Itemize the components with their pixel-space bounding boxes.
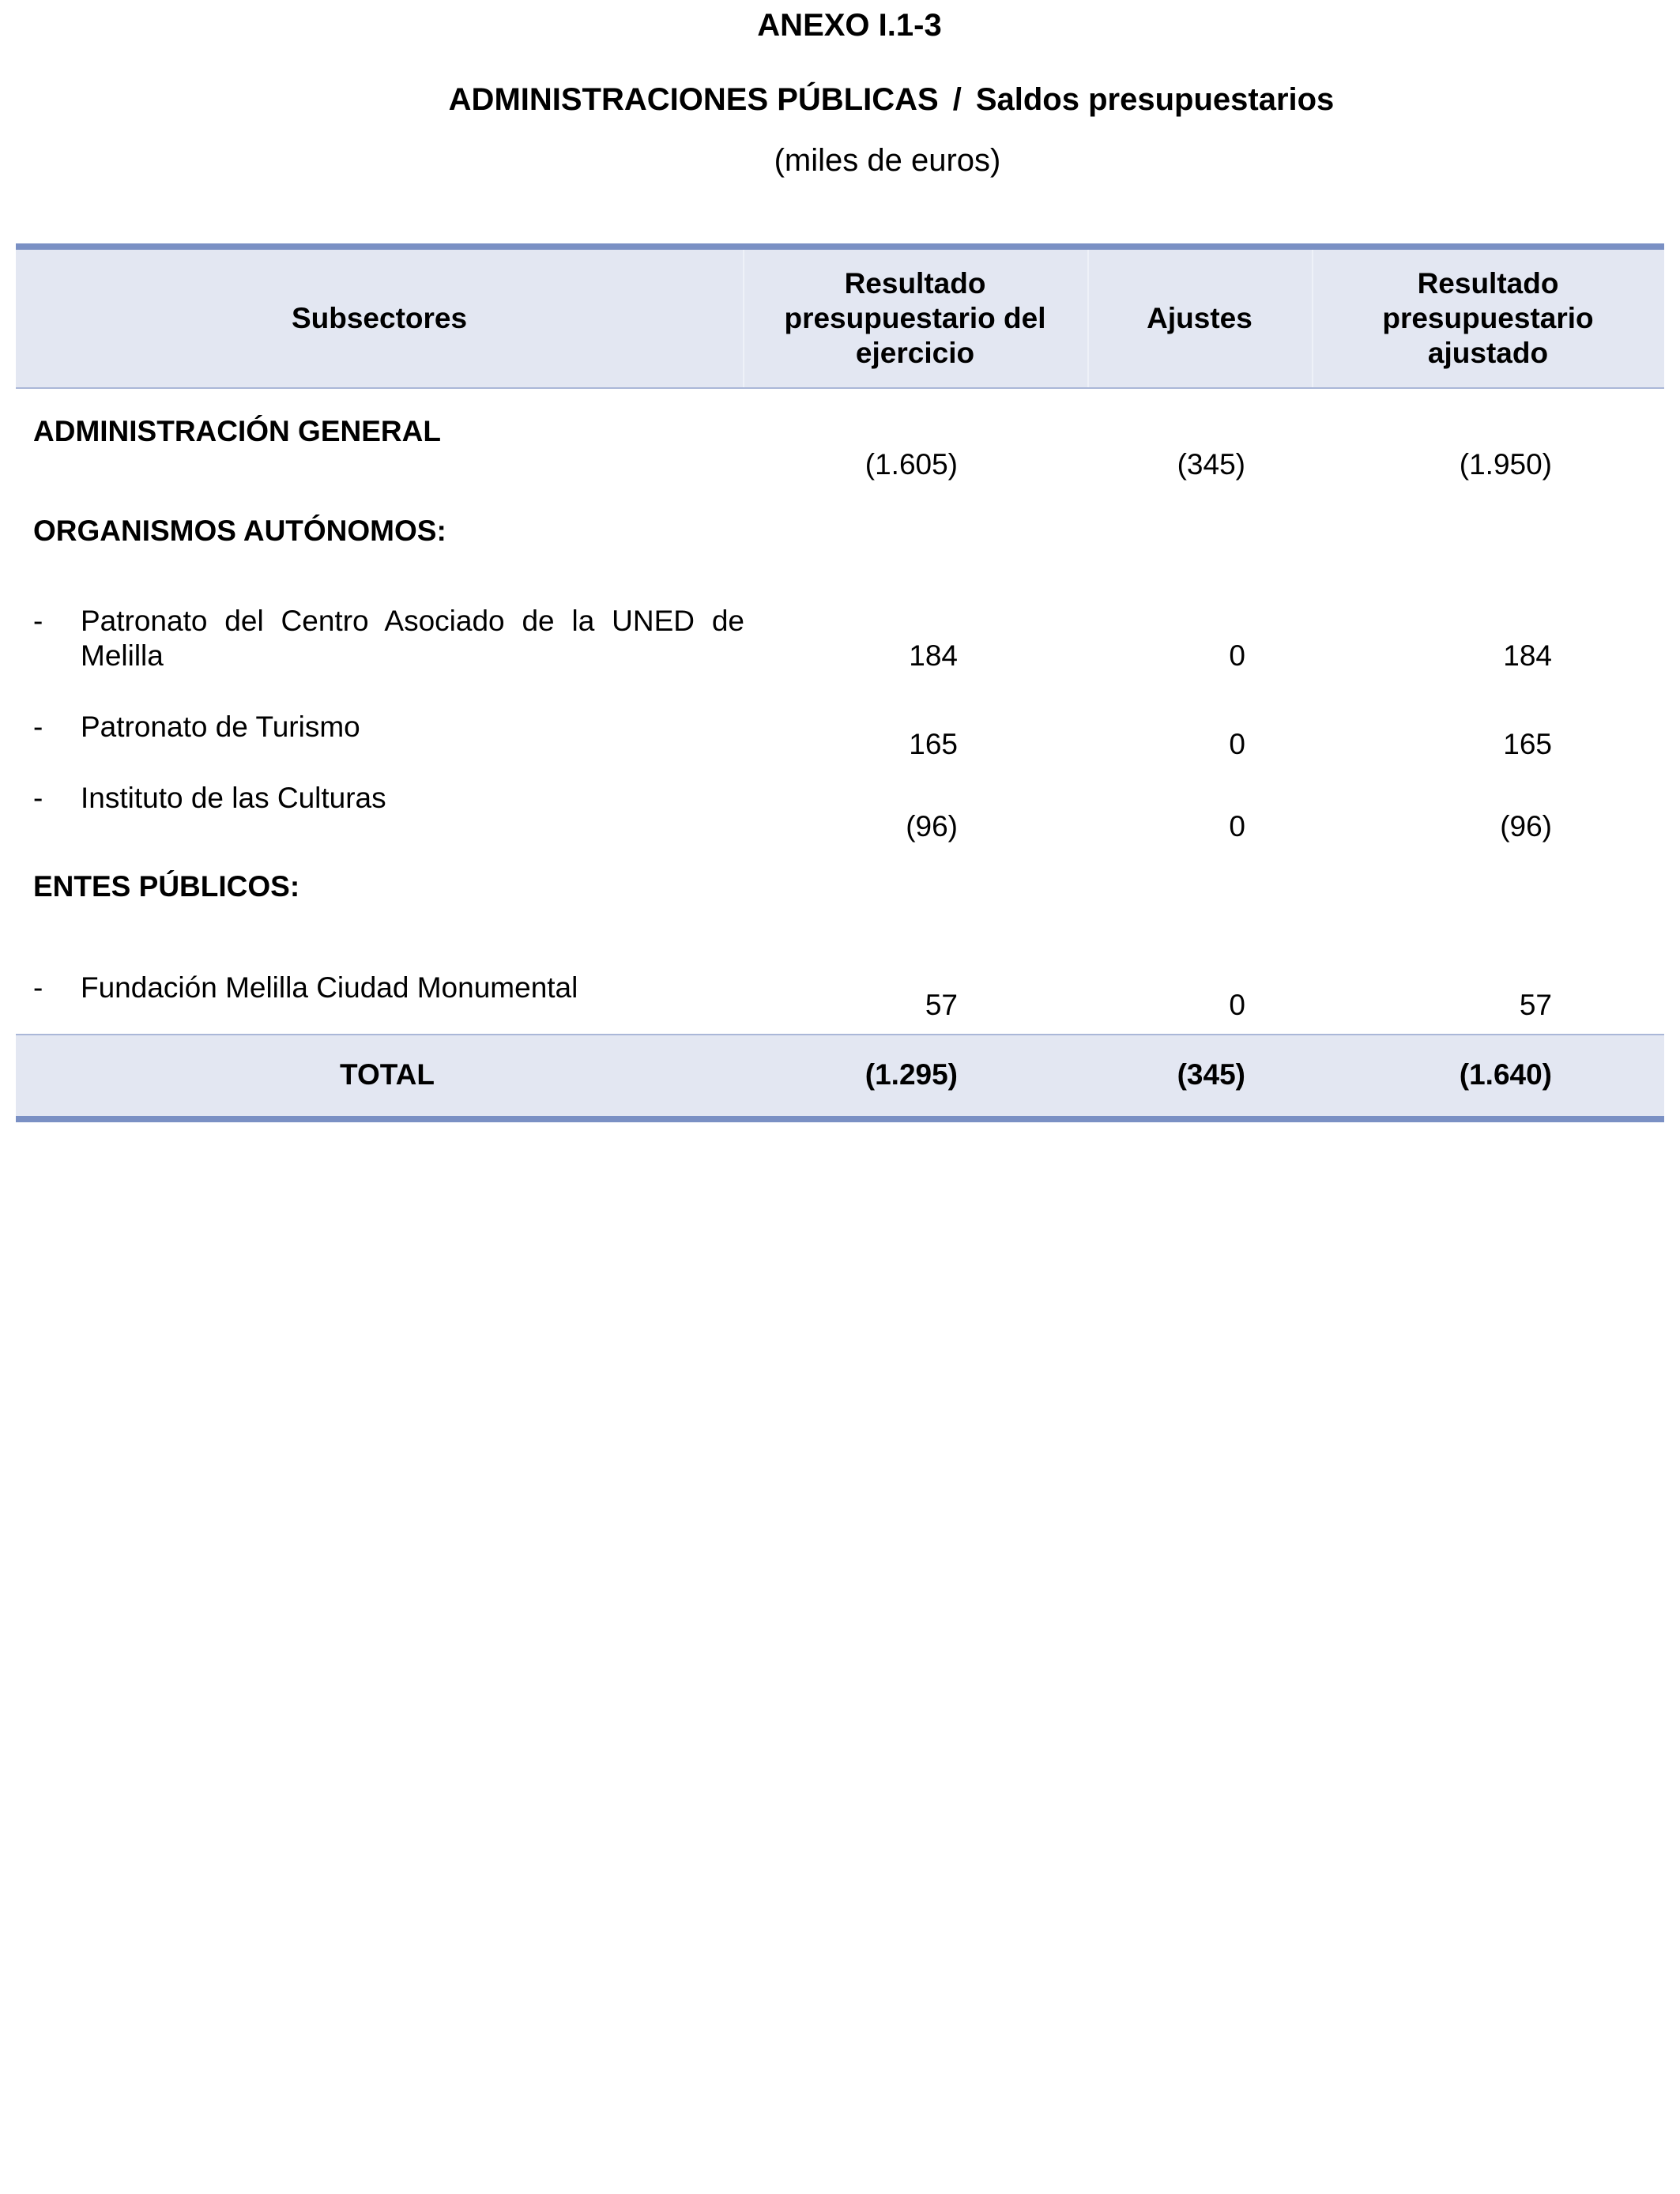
header-ajustes: Ajustes xyxy=(1147,302,1252,334)
row-label: Patronato del Centro Asociado de la UNED de Melilla xyxy=(81,605,744,672)
cell-resultado: 184 xyxy=(909,639,958,672)
header-resultado-ejercicio xyxy=(743,250,1087,387)
cell-resultado: 57 xyxy=(925,989,958,1021)
header-subsectores: Subsectores xyxy=(291,302,468,334)
total-ajustes: (345) xyxy=(1177,1058,1245,1091)
cell-ajustado: 184 xyxy=(1503,639,1552,672)
row-label: Fundación Melilla Ciudad Monumental xyxy=(81,971,578,1004)
header-line: Resultado xyxy=(1417,267,1559,300)
header-bottom-rule xyxy=(16,387,1664,389)
cell-ajustado: (1.950) xyxy=(1459,448,1552,481)
cell-resultado: 165 xyxy=(909,728,958,760)
units-note: (miles de euros) xyxy=(774,143,1001,178)
total-resultado: (1.295) xyxy=(864,1058,958,1091)
cell-ajustes: 0 xyxy=(1229,728,1245,760)
page-title xyxy=(0,79,1680,120)
header-line: ejercicio xyxy=(855,337,975,369)
header-resultado-ajustado xyxy=(1312,250,1664,387)
cell-ajustado: (96) xyxy=(1500,810,1552,843)
cell-ajustes: 0 xyxy=(1229,989,1245,1021)
cell-ajustado: 165 xyxy=(1503,728,1552,760)
cell-ajustes: 0 xyxy=(1229,810,1245,843)
row-dash: - xyxy=(33,711,43,743)
title-separator: / xyxy=(952,82,962,117)
cell-ajustes: 0 xyxy=(1229,639,1245,672)
row-dash: - xyxy=(33,971,43,1004)
cell-ajustes: (345) xyxy=(1177,448,1245,481)
cell-resultado: (96) xyxy=(906,810,958,843)
row-dash: - xyxy=(33,605,43,637)
row-label: ADMINISTRACIÓN GENERAL xyxy=(33,415,441,447)
row-label: Patronato de Turismo xyxy=(81,711,360,743)
header-line: ajustado xyxy=(1427,337,1549,369)
title-right: Saldos presupuestarios xyxy=(975,82,1335,117)
total-label: TOTAL xyxy=(340,1058,435,1091)
row-label: Instituto de las Culturas xyxy=(81,782,386,814)
cell-resultado: (1.605) xyxy=(864,448,958,481)
header-line: presupuestario del xyxy=(784,302,1046,334)
table-top-rule xyxy=(16,243,1664,250)
section-heading-organismos: ORGANISMOS AUTÓNOMOS: xyxy=(33,515,446,547)
title-left: ADMINISTRACIONES PÚBLICAS xyxy=(448,82,939,117)
total-ajustado: (1.640) xyxy=(1459,1058,1552,1091)
annex-label: ANEXO I.1-3 xyxy=(757,8,942,43)
table-bottom-rule xyxy=(16,1116,1664,1122)
budget-balance-table xyxy=(16,243,1664,1121)
row-dash: - xyxy=(33,782,43,814)
header-line: Resultado xyxy=(844,267,986,300)
header-line: presupuestario xyxy=(1382,302,1594,334)
section-heading-entes: ENTES PÚBLICOS: xyxy=(33,870,300,903)
cell-ajustado: 57 xyxy=(1519,989,1552,1021)
